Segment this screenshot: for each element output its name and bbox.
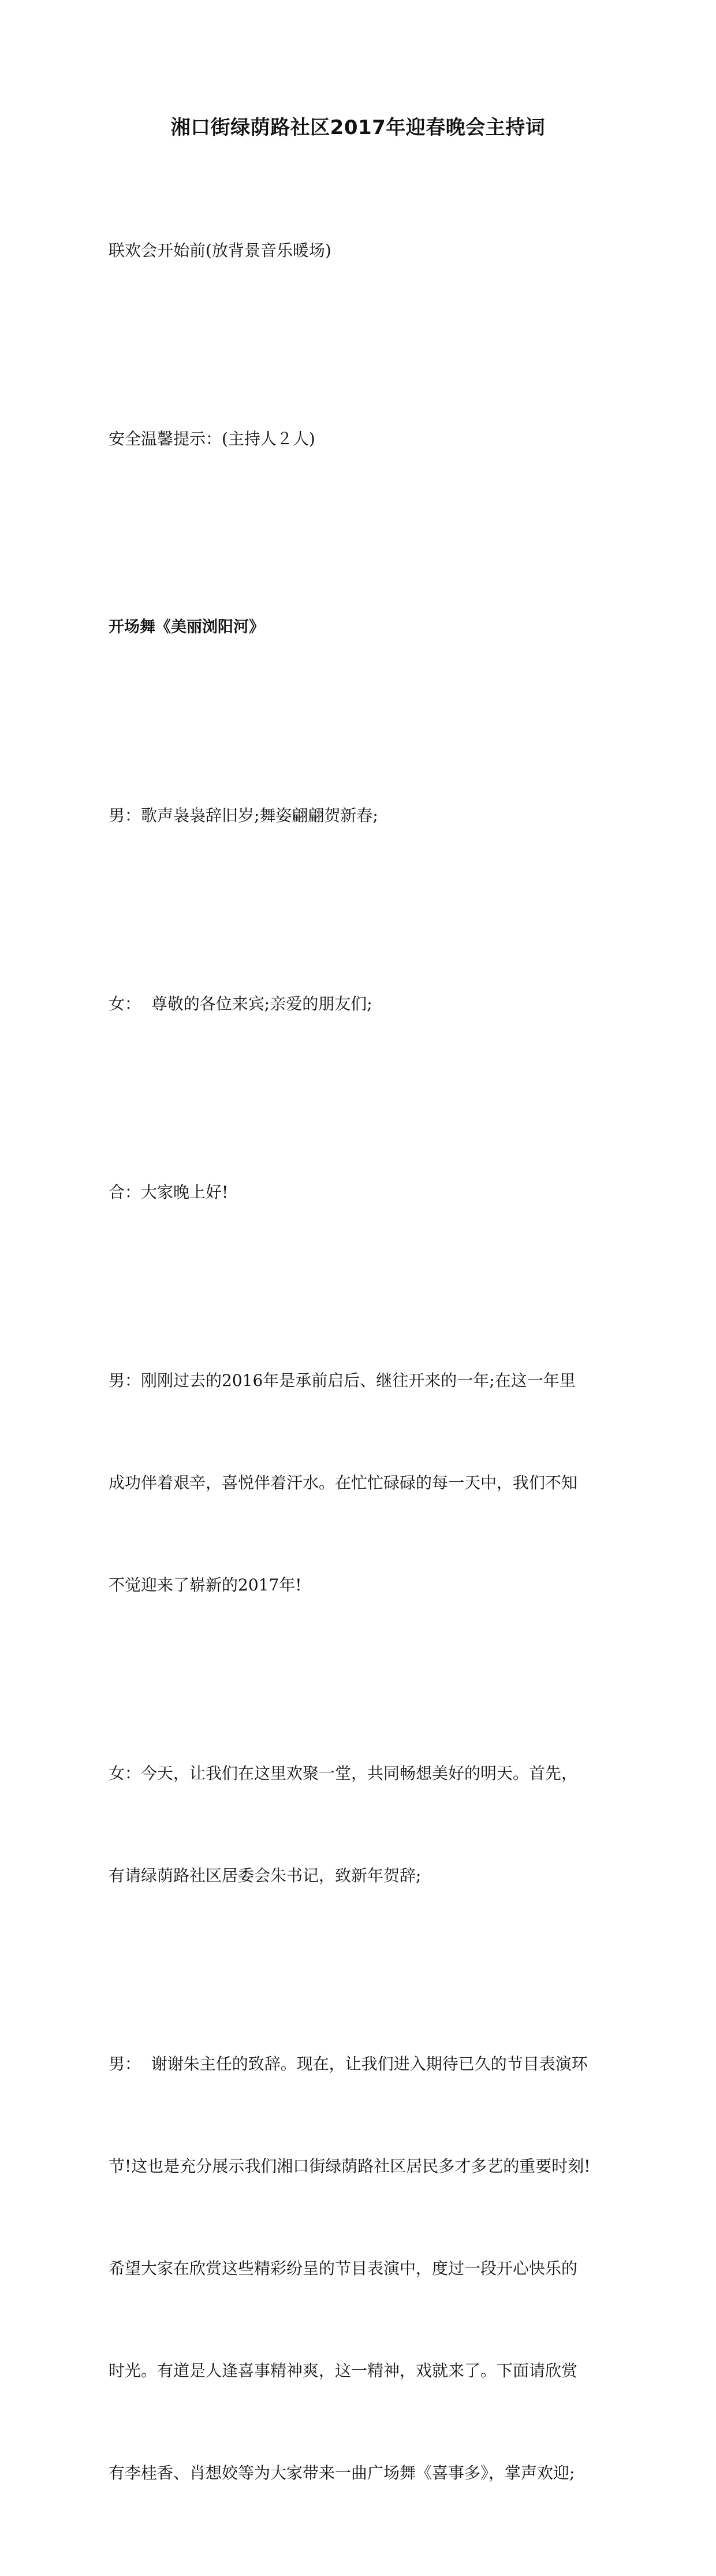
text-line: 女： 尊敬的各位来宾;亲爱的朋友们; (109, 994, 372, 1013)
text-line: 不觉迎来了崭新的2017年! (109, 1575, 302, 1594)
section-heading (109, 542, 617, 712)
text-line: 时光。有道是人逢喜事精神爽，这一精神，戏就来了。下面请欣赏 (109, 2361, 578, 2380)
text-line: 开场舞《美丽浏阳河》 (109, 618, 264, 636)
paragraph (109, 730, 617, 901)
text-line: 有李桂香、肖想姣等为大家带来一曲广场舞《喜事多》，掌声欢迎; (109, 2463, 575, 2482)
text-line: 联欢会开始前(放背景音乐暖场) (109, 241, 331, 260)
text-line: 希望大家在欣赏这些精彩纷呈的节目表演中，度过一段开心快乐的 (109, 2259, 578, 2278)
paragraph (109, 165, 617, 336)
text-line: 节!这也是充分展示我们湘口街绿荫路社区居民多才多艺的重要时刻! (109, 2157, 591, 2176)
paragraph (109, 1107, 617, 1277)
paragraph (109, 1979, 617, 2558)
document-title: 湘口街绿荫路社区2017年迎春晚会主持词 (170, 116, 546, 139)
text-line: 安全温馨提示：(主持人２人) (109, 429, 315, 448)
paragraph (109, 1295, 617, 1670)
document-body (109, 165, 617, 2576)
paragraph (109, 354, 617, 524)
paragraph (109, 919, 617, 1089)
text-line: 男：刚刚过去的2016年是承前启后、继往开来的一年;在这一年里 (109, 1371, 576, 1390)
text-line: 男： 谢谢朱主任的致辞。现在，让我们进入期待已久的节目表演环 (109, 2054, 588, 2073)
text-line: 有请绿荫路社区居委会朱书记，致新年贺辞; (109, 1866, 422, 1885)
text-line: 男：歌声袅袅辞旧岁;舞姿翩翩贺新春; (109, 806, 378, 825)
text-line: 合：大家晚上好! (109, 1183, 229, 1202)
text-line: 女：今天，让我们在这里欢聚一堂，共同畅想美好的明天。首先， (109, 1764, 578, 1783)
paragraph (109, 1688, 617, 1961)
text-line: 成功伴着艰辛，喜悦伴着汗水。在忙忙碌碌的每一天中，我们不知 (109, 1473, 578, 1492)
